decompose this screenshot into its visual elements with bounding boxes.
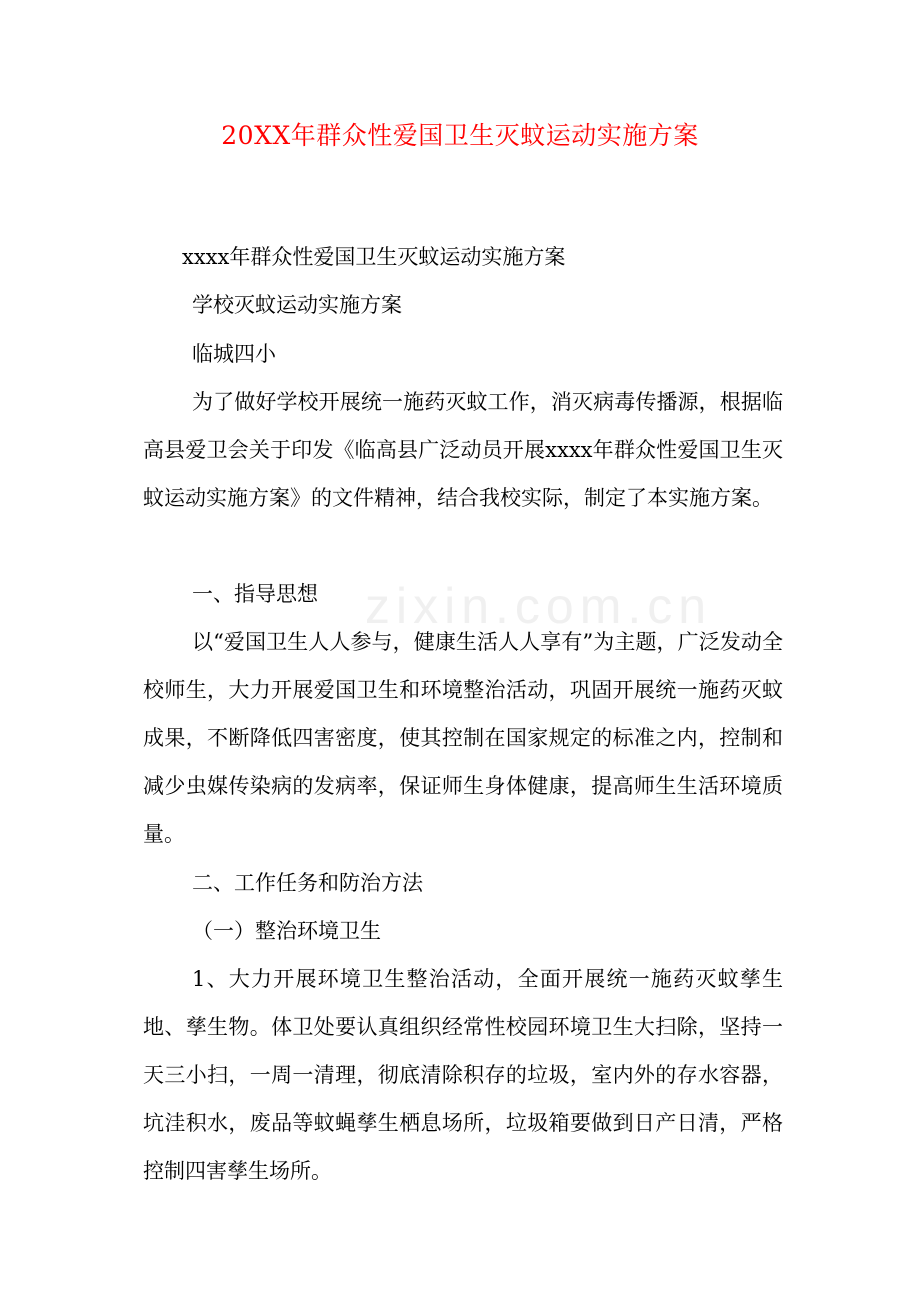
guiding-ideology-paragraph: 以“爱国卫生人人参与，健康生活人人享有”为主题，广泛发动全校师生，大力开展爱国卫生和环境整治活动，巩固开展统一施药灭蚊成果，不断降低四害密度，使其控制在国家规定的标准之内，控制和减少虫媒传染病的发病率，保证师生身体健康，提高师生生活环境质量。 — [143, 630, 783, 846]
item-1-paragraph: 1、大力开展环境卫生整治活动，全面开展统一施药灭蚊孳生地、孳生物。体卫处要认真组织经常性校园环境卫生大扫除，坚持一天三小扫，一周一清理，彻底清除积存的垃圾，室内外的存水容器，坑洼积水，废品等蚊蝇孳生栖息场所，垃圾箱要做到日产日清，严格控制四害孳生场所。 — [143, 967, 783, 1183]
school-name: 临城四小 — [192, 342, 276, 366]
document-title: 20XX年群众性爱国卫生灭蚊运动实施方案 — [221, 121, 699, 150]
intro-paragraph: 为了做好学校开展统一施药灭蚊工作，消灭病毒传播源，根据临高县爱卫会关于印发《临高县广泛动员开展xxxx年群众性爱国卫生灭蚊运动实施方案》的文件精神，结合我校实际，制定了本实施方案。 — [143, 390, 783, 510]
watermark: zixin.com.cn — [365, 578, 713, 634]
subsection-heading-environment: （一）整治环境卫生 — [192, 919, 381, 943]
section-heading-tasks: 二、工作任务和防治方法 — [192, 871, 423, 895]
document-subtitle: xxxx年群众性爱国卫生灭蚊运动实施方案 — [182, 245, 566, 269]
section-heading-school-plan: 学校灭蚊运动实施方案 — [192, 293, 402, 317]
section-heading-guiding-ideology: 一、指导思想 — [192, 582, 318, 606]
